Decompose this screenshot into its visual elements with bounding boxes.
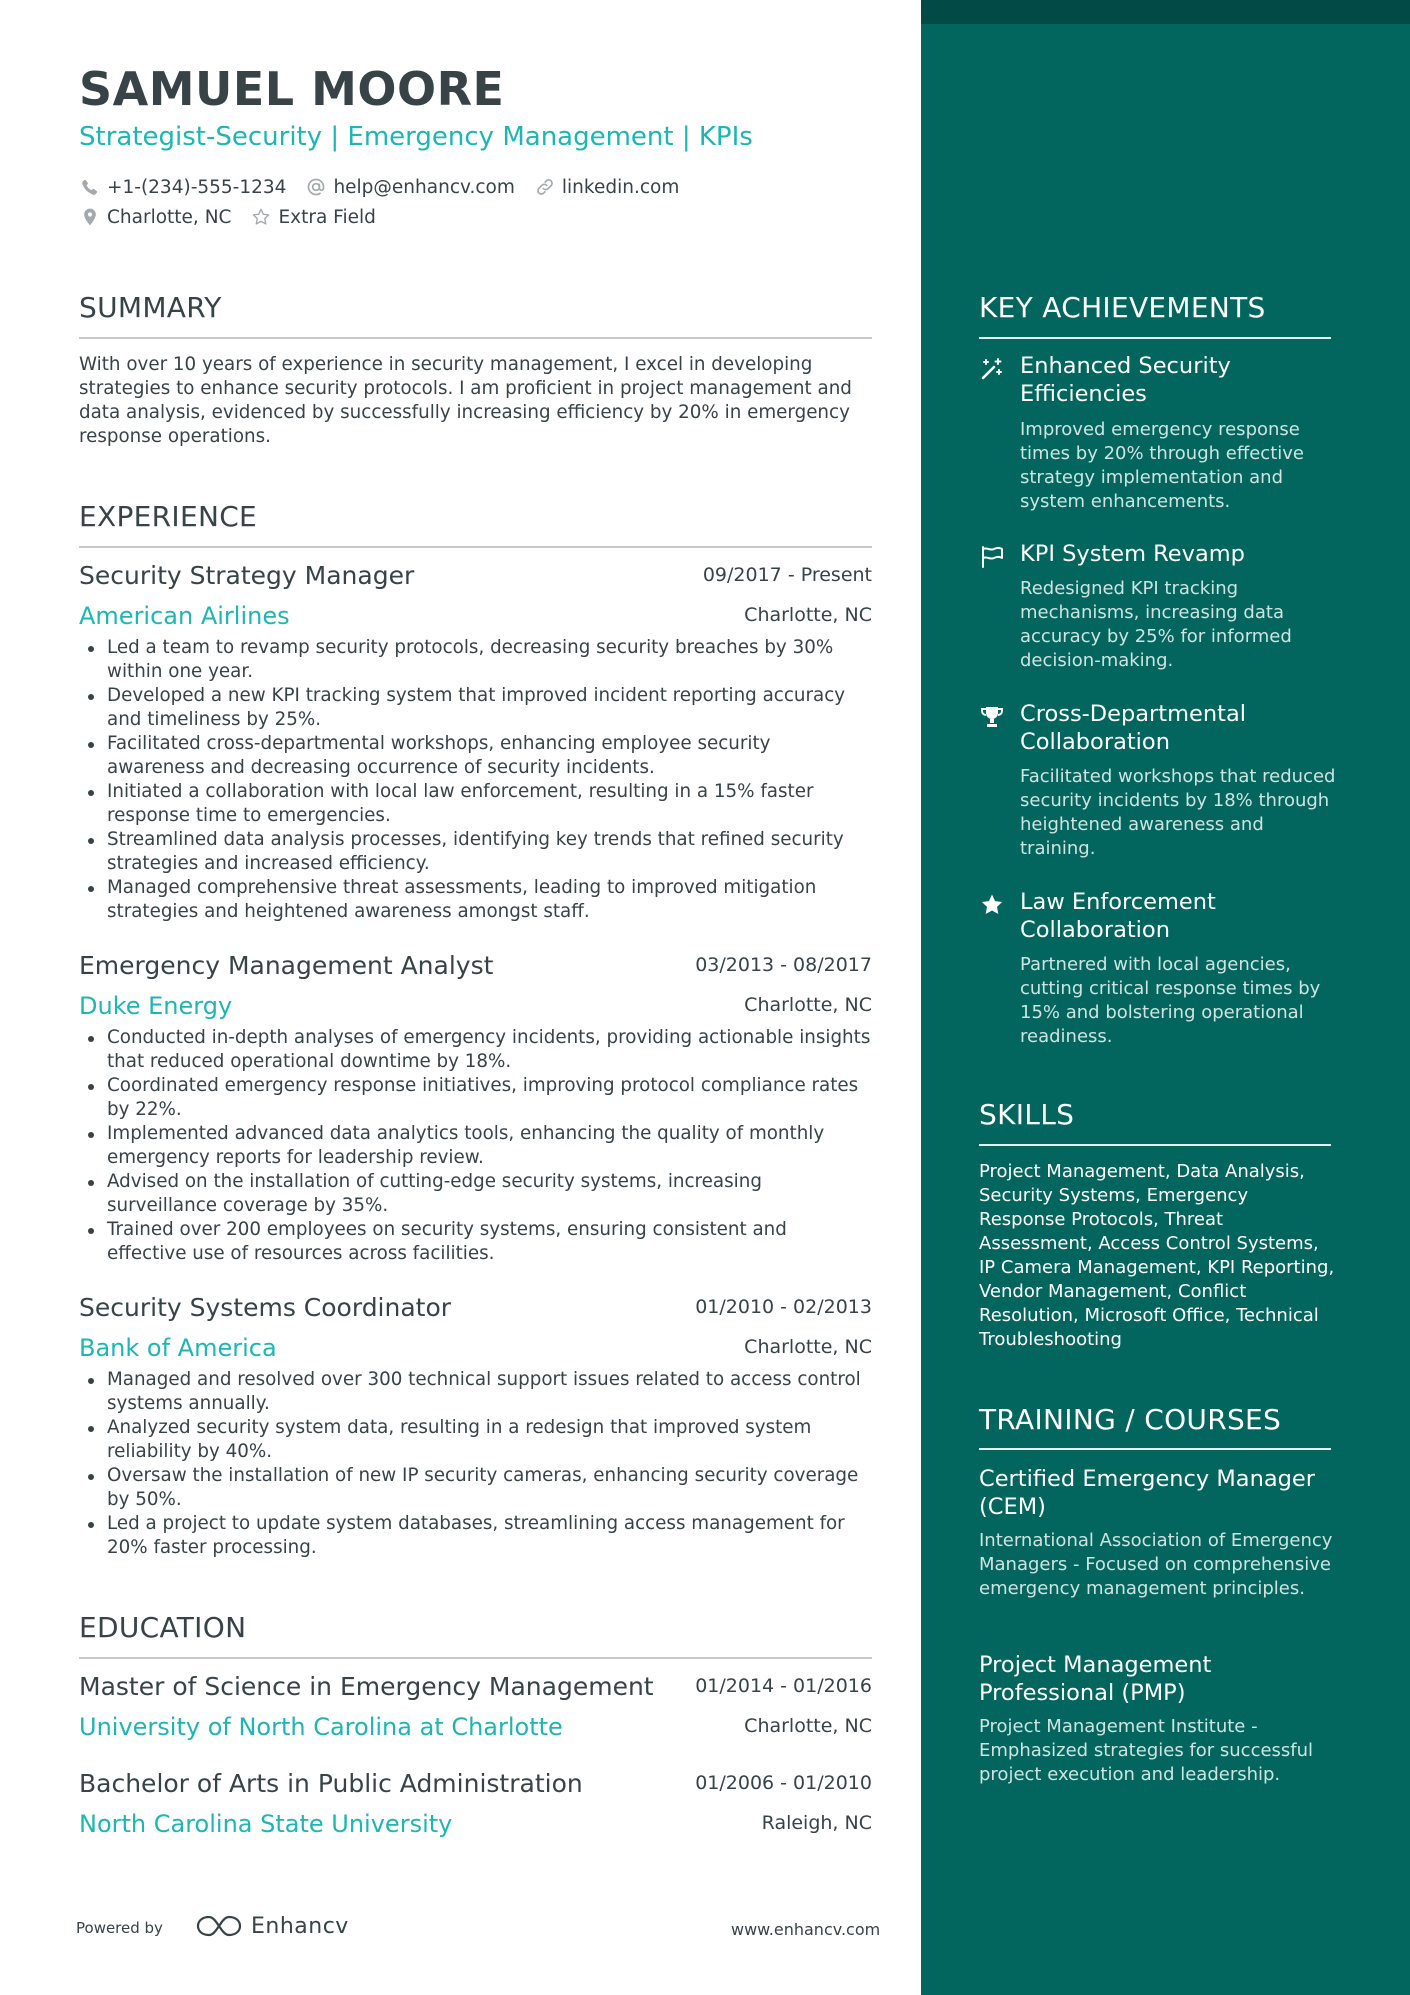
job-company: American Airlines <box>79 602 290 630</box>
footer-powered-by: Powered by <box>76 1919 163 1937</box>
contact-linkedin-text: linkedin.com <box>561 176 680 198</box>
job-location: Charlotte, NC <box>744 604 872 626</box>
education-divider <box>79 1657 872 1659</box>
bullet-item: Led a project to update system databases, streamlining access management for 20% faster processing. <box>79 1512 872 1560</box>
bullet-item: Initiated a collaboration with local law enforcement, resulting in a 15% faster response time to emergencies. <box>79 780 872 828</box>
summary-divider <box>79 337 872 339</box>
bullet-item: Managed and resolved over 300 technical support issues related to access control systems annually. <box>79 1368 872 1416</box>
star-outline-icon <box>250 206 272 228</box>
job-entry <box>79 1293 872 1567</box>
job-title: Security Systems Coordinator <box>79 1293 452 1322</box>
contact-extra-field <box>250 206 375 228</box>
achievement-description: Partnered with local agencies, cutting critical response times by 15% and bolstering operational readiness. <box>1020 954 1321 1047</box>
job-dates: 03/2013 - 08/2017 <box>695 954 872 976</box>
bullet-item: Streamlined data analysis processes, identifying key trends that refined security strategies and increased efficiency. <box>79 828 872 876</box>
achievement-title: Cross-Departmental Collaboration <box>1020 701 1246 755</box>
achievement-item <box>979 888 1339 1053</box>
achievement-description: Facilitated workshops that reduced security incidents by 18% through heightened awareness and training. <box>1020 766 1336 859</box>
achievement-item <box>979 352 1339 517</box>
contact-location-text: Charlotte, NC <box>107 206 232 228</box>
bullet-item: Developed a new KPI tracking system that improved incident reporting accuracy and timeliness by 25%. <box>79 684 872 732</box>
education-location: Raleigh, NC <box>761 1812 872 1834</box>
job-location: Charlotte, NC <box>744 994 872 1016</box>
education-dates: 01/2014 - 01/2016 <box>695 1675 872 1697</box>
contact-email[interactable] <box>305 176 514 198</box>
achievement-description: Redesigned KPI tracking mechanisms, increasing data accuracy by 25% for informed decision-making. <box>1020 578 1292 671</box>
achievement-title: Law Enforcement Collaboration <box>1020 889 1216 943</box>
achievement-title: KPI System Revamp <box>1020 541 1245 567</box>
contact-info <box>79 172 872 232</box>
job-location: Charlotte, NC <box>744 1336 872 1358</box>
achievement-title: Enhanced Security Efficiencies <box>1020 353 1231 407</box>
star-icon <box>979 892 1005 918</box>
job-entry <box>79 561 872 931</box>
job-entry <box>79 951 872 1273</box>
enhancv-logo-text: Enhancv <box>251 1913 349 1939</box>
skills-divider <box>979 1144 1331 1146</box>
bullet-item: Advised on the installation of cutting-edge security systems, increasing surveillance coverage by 35%. <box>79 1170 872 1218</box>
phone-icon <box>79 176 101 198</box>
job-bullets <box>79 1026 872 1266</box>
bullet-item: Coordinated emergency response initiatives, improving protocol compliance rates by 22%. <box>79 1074 872 1122</box>
location-pin-icon <box>79 206 101 228</box>
magic-wand-icon <box>979 356 1005 382</box>
training-divider <box>979 1448 1331 1450</box>
sidebar-top-band <box>921 0 1410 24</box>
bullet-item: Led a team to revamp security protocols, decreasing security breaches by 30% within one year. <box>79 636 872 684</box>
achievement-description: Improved emergency response times by 20% through effective strategy implementation and system enhancements. <box>1020 419 1304 512</box>
training-heading: TRAINING / COURSES <box>979 1403 1282 1436</box>
course-title: Project Management Professional (PMP) <box>979 1652 1212 1706</box>
job-dates: 09/2017 - Present <box>702 564 872 586</box>
job-title: Emergency Management Analyst <box>79 951 494 980</box>
achievements-heading: KEY ACHIEVEMENTS <box>979 291 1266 324</box>
course-title: Certified Emergency Manager (CEM) <box>979 1466 1316 1520</box>
achievement-item <box>979 540 1339 680</box>
link-icon <box>534 176 556 198</box>
bullet-item: Managed comprehensive threat assessments, leading to improved mitigation strategies and heightened awareness amongst staff. <box>79 876 872 924</box>
course-description: International Association of Emergency Managers - Focused on comprehensive emergency management principles. <box>979 1530 1333 1599</box>
experience-heading: EXPERIENCE <box>79 500 258 533</box>
education-degree: Master of Science in Emergency Management <box>79 1672 654 1701</box>
course-description: Project Management Institute - Emphasized strategies for successful project execution and leadership. <box>979 1716 1314 1785</box>
job-bullets <box>79 1368 872 1560</box>
job-company: Bank of America <box>79 1334 277 1362</box>
job-company: Duke Energy <box>79 992 233 1020</box>
achievement-item <box>979 700 1339 865</box>
bullet-item: Implemented advanced data analytics tools, enhancing the quality of monthly emergency reports for leadership review. <box>79 1122 872 1170</box>
bullet-item: Facilitated cross-departmental workshops, enhancing employee security awareness and decreasing occurrence of security incidents. <box>79 732 872 780</box>
bullet-item: Trained over 200 employees on security systems, ensuring consistent and effective use of resources across facilities. <box>79 1218 872 1266</box>
bullet-item: Analyzed security system data, resulting in a redesign that improved system reliability by 40%. <box>79 1416 872 1464</box>
skills-heading: SKILLS <box>979 1098 1075 1131</box>
contact-phone[interactable] <box>79 176 286 198</box>
job-dates: 01/2010 - 02/2013 <box>695 1296 872 1318</box>
education-location: Charlotte, NC <box>744 1715 872 1737</box>
summary-heading: SUMMARY <box>79 291 222 324</box>
flag-icon <box>979 544 1005 570</box>
education-dates: 01/2006 - 01/2010 <box>695 1772 872 1794</box>
course-item <box>979 1465 1339 1630</box>
footer-url[interactable]: www.enhancv.com <box>731 1920 881 1939</box>
course-item <box>979 1651 1339 1791</box>
contact-email-text: help@enhancv.com <box>333 176 515 198</box>
at-icon <box>305 176 327 198</box>
contact-extra-text: Extra Field <box>278 206 376 228</box>
contact-linkedin[interactable] <box>534 176 679 198</box>
summary-text: With over 10 years of experience in security management, I excel in developing strategies to enhance security protocols. I am proficient in project management and data analysis, evidenced by successfully increasing efficiency by 20% in emergency response operations. <box>79 354 852 447</box>
experience-divider <box>79 546 872 548</box>
bullet-item: Oversaw the installation of new IP security cameras, enhancing security coverage by 50%. <box>79 1464 872 1512</box>
education-school: University of North Carolina at Charlotte <box>79 1713 563 1741</box>
bullet-item: Conducted in-depth analyses of emergency incidents, providing actionable insights that reduced operational downtime by 18%. <box>79 1026 872 1074</box>
education-heading: EDUCATION <box>79 1611 247 1644</box>
education-entry <box>79 1672 872 1752</box>
job-bullets <box>79 636 872 924</box>
contact-location <box>79 206 231 228</box>
enhancv-logo[interactable] <box>195 1913 349 1939</box>
skills-list: Project Management, Data Analysis, Security Systems, Emergency Response Protocols, Threat Assessment, Access Control Systems, IP Camera Management, KPI Reporting, Vendor Management, Conflict Resolution, Microsoft Office, Technical Troubleshooting <box>979 1161 1335 1350</box>
education-degree: Bachelor of Arts in Public Administration <box>79 1769 583 1798</box>
education-school: North Carolina State University <box>79 1810 453 1838</box>
trophy-icon <box>979 704 1005 730</box>
achievements-divider <box>979 337 1331 339</box>
education-entry <box>79 1769 872 1849</box>
enhancv-logo-icon <box>195 1913 243 1939</box>
candidate-headline: Strategist-Security | Emergency Management | KPIs <box>79 122 753 152</box>
job-title: Security Strategy Manager <box>79 561 415 590</box>
contact-phone-text: +1-(234)-555-1234 <box>107 176 287 198</box>
candidate-name: SAMUEL MOORE <box>79 62 505 116</box>
